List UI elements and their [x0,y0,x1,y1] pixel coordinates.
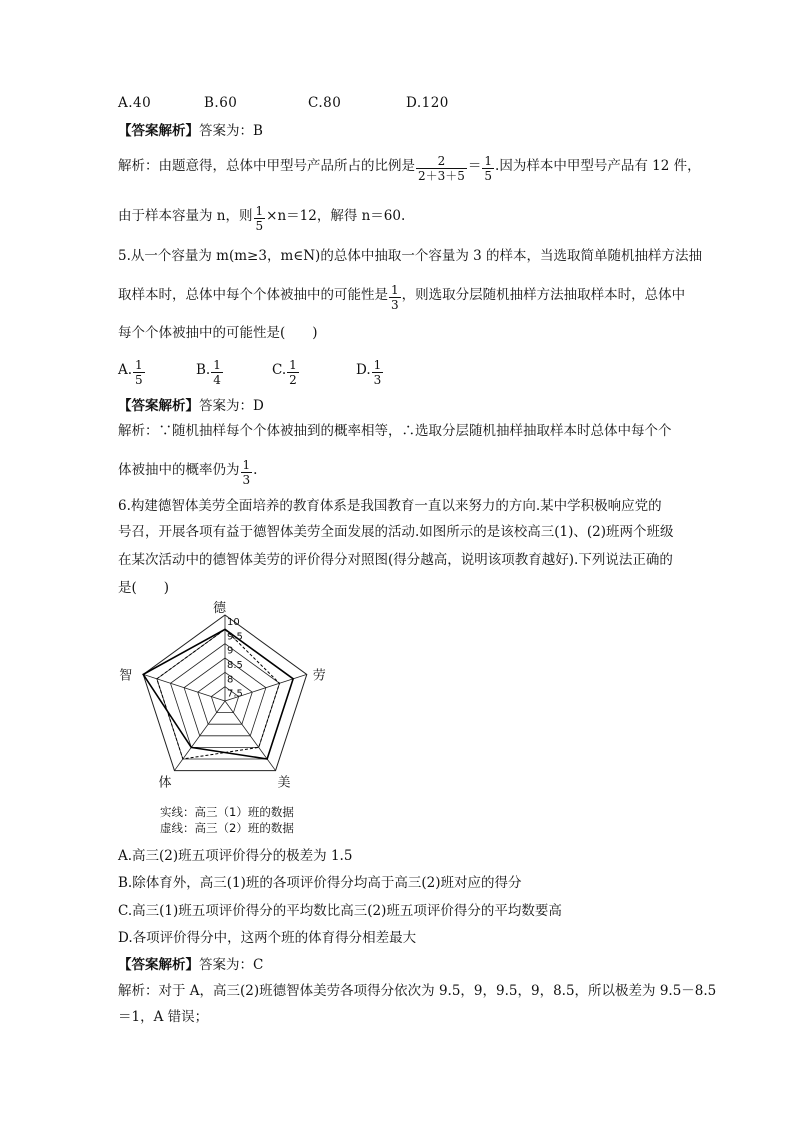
fraction-numerator: 1 [135,358,143,372]
q6-analysis-line-2: ＝1，A 错误； [118,1009,209,1025]
fraction-numerator: 1 [391,283,399,297]
q5-option-b [196,356,224,385]
radar-tick-label: 7.5 [227,688,243,700]
q6-stem-line-3: 在某次活动中的德智体美劳的评价得分对照图(得分越高，说明该项教育越好).下列说法正确的 [118,552,673,568]
q4-analysis-line-1 [118,152,701,181]
fraction-denominator: 5 [255,219,264,233]
fraction [416,154,467,183]
radar-tick-label: 8 [227,674,234,686]
radar-tick-label: 9.5 [227,631,243,643]
fraction-denominator: 3 [242,473,251,487]
fraction [287,358,299,387]
q4-option-b: B.60 [204,95,238,111]
radar-axis-label: 德 [213,601,227,616]
analysis-text: ×n＝12，解得 n＝60. [266,208,406,224]
fraction [482,154,494,183]
q4-option-c: C.80 [308,95,342,111]
answer-text: 答案为：B [199,123,263,139]
answer-text: 答案为：C [199,957,264,973]
equals-sign: ＝ [467,158,482,174]
q5-option-c [272,356,300,385]
q4-option-d: D.120 [406,95,449,111]
fraction-denominator: 2 [289,373,297,387]
q6-option-c: C.高三(1)班五项评价得分的平均数比高三(2)班五项评价得分的平均数要高 [118,903,562,919]
option-prefix: B. [196,362,211,378]
fraction [211,358,223,387]
fraction [372,358,384,387]
option-prefix: D. [356,362,371,378]
radar-axis-label: 美 [277,775,291,791]
q6-stem-line-4: 是( ) [118,580,170,596]
radar-axis-label: 智 [119,668,133,684]
analysis-text: 由于样本容量为 n，则 [118,208,253,224]
fraction-numerator: 1 [484,154,493,168]
fraction-denominator: 5 [484,169,493,183]
radar-tick-label: 8.5 [227,660,243,671]
q6-analysis-line-1: 解析：对于 A，高三(2)班德智体美劳各项得分依次为 9.5，9，9.5，9，8.5，所以极差为 9.5－8.5 [118,983,717,999]
analysis-text: 体被抽中的概率仍为 [118,462,240,478]
answer-text: 答案为：D [199,398,264,414]
option-prefix: A. [118,362,133,378]
stem-text: ，则选取分层随机抽样方法抽取样本时，总体中 [401,287,686,303]
fraction-denominator: 3 [373,373,382,387]
fraction [254,204,266,233]
q5-answer [118,396,264,416]
q6-option-d: D.各项评价得分中，这两个班的体育得分相差最大 [118,930,417,946]
legend-dashed: 虚线：高三（2）班的数据 [160,821,294,835]
fraction-denominator: 3 [391,298,399,312]
fraction-denominator: 4 [213,373,221,387]
radar-tick-label: 10 [227,617,240,628]
radar-axis-label: 劳 [312,668,326,684]
fraction-numerator: 2 [437,154,446,168]
q4-option-a: A.40 [118,95,152,111]
q6-option-b: B.除体育外，高三(1)班的各项评价得分均高于高三(2)班对应的得分 [118,875,522,891]
answer-label: 【答案解析】 [118,957,199,973]
q5-stem-line-1: 5.从一个容量为 m(m≥3，m∈N)的总体中抽取一个容量为 3 的样本，当选取简单随机抽样方法抽 [118,248,702,264]
fraction-numerator: 1 [289,358,297,372]
q5-analysis-line-1: 解析：∵随机抽样每个个体被抽到的概率相等，∴选取分层随机抽样抽取样本时总体中每个个 [118,423,672,439]
radar-tick-label: 9 [227,645,234,657]
q5-option-d [356,356,384,385]
radar-chart [110,600,330,805]
radar-axis-label: 体 [158,775,172,791]
legend-solid: 实线：高三（1）班的数据 [160,805,294,819]
fraction [241,458,253,487]
answer-label: 【答案解析】 [118,398,199,414]
fraction-denominator: 5 [135,373,143,387]
q6-stem-line-2: 号召，开展各项有益于德智体美劳全面发展的活动.如图所示的是该校高三(1)、(2)班两个班级 [118,524,674,540]
option-prefix: C. [272,362,287,378]
fraction-numerator: 1 [373,358,382,372]
radar-spoke-5 [143,674,225,701]
q4-analysis-line-2 [118,202,405,231]
fraction-denominator: 2＋3＋5 [418,169,465,183]
q5-stem-line-2 [118,281,685,310]
answer-label: 【答案解析】 [118,123,199,139]
q4-answer [118,121,263,141]
q6-option-a: A.高三(2)班五项评价得分的极差为 1.5 [118,848,353,864]
analysis-text: 解析：由题意得，总体中甲型号产品所占的比例是 [118,158,415,174]
analysis-text: . [253,462,258,478]
q6-answer [118,955,263,975]
fraction [389,283,401,312]
fraction-numerator: 1 [255,204,264,218]
fraction [133,358,145,387]
q6-stem-line-1: 6.构建德智体美劳全面培养的教育体系是我国教育一直以来努力的方向.某中学积极响应党的 [118,498,662,514]
fraction-numerator: 1 [213,358,221,372]
q5-option-a [118,356,146,385]
analysis-text: .因为样本中甲型号产品有 12 件， [495,158,701,174]
q5-analysis-line-2 [118,456,257,485]
stem-text: 取样本时，总体中每个个体被抽中的可能性是 [118,287,388,303]
q5-stem-line-3: 每个个体被抽中的可能性是( ) [118,325,318,341]
fraction-numerator: 1 [242,458,251,472]
